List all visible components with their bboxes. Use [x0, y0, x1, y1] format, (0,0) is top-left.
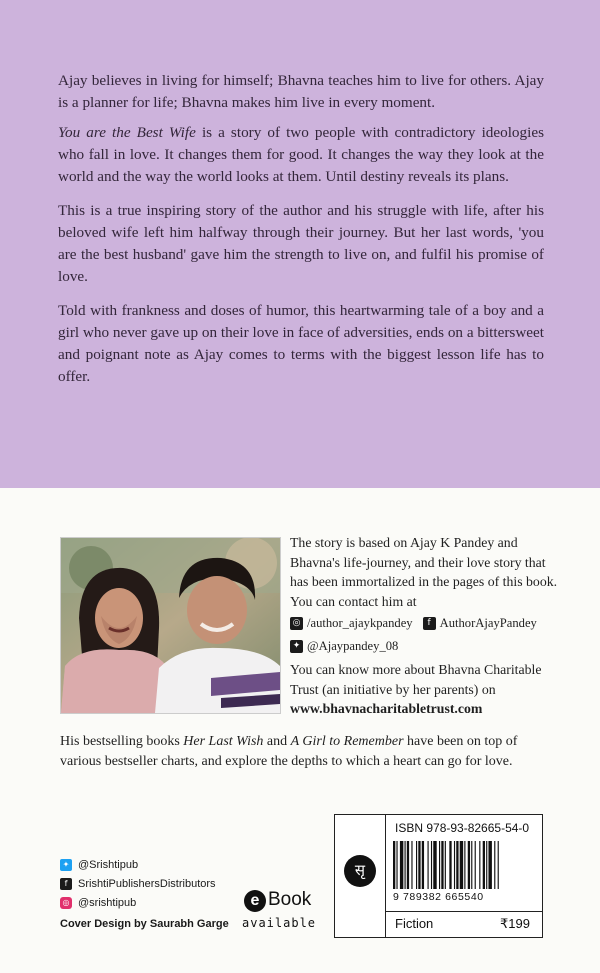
barcode-bar [488, 841, 491, 889]
barcode-bar [475, 841, 476, 889]
instagram-icon: ◎ [60, 897, 72, 909]
barcode-box [334, 814, 543, 938]
facebook-icon: f [423, 617, 436, 630]
bestseller-pre: His bestselling books [60, 734, 184, 749]
barcode-bar [445, 841, 446, 889]
barcode-bar [418, 841, 420, 889]
book-title-inline: You are the Best Wife [58, 124, 196, 141]
isbn-label: ISBN 978-93-82665-54-0 [395, 821, 530, 835]
barcode-bar [431, 841, 432, 889]
barcode-bar [439, 841, 440, 889]
author-info [290, 533, 560, 719]
barcode-image [393, 841, 537, 889]
trust-text: You can know more about Bhavna Charitable Trust (an initiative by her parents) on [290, 662, 542, 697]
author-bio: The story is based on Ajay K Pandey and Bhavna's life-journey, and their love story that has been immortalized in the pages of this book. You can contact him at [290, 535, 558, 609]
twitter-icon: ✦ [60, 859, 72, 871]
blurb-paragraph-3: This is a true inspiring story of the author and his struggle with life, after his beloved wife left him halfway through their journey. But her last words, 'you are the best husband' gave him the strength to live on, and fulfil his promise of love. [58, 202, 544, 285]
publisher-instagram-row [60, 893, 216, 912]
bestseller-note [60, 732, 550, 772]
barcode-bar [411, 841, 412, 889]
author-twitter-handle[interactable]: @Ajaypandey_08 [307, 638, 399, 653]
bestseller-post: have been on top of various bestseller charts, and explore the depths to which a heart can go for love. [60, 734, 518, 769]
barcode-bar [454, 841, 455, 889]
barcode-bar [396, 841, 397, 889]
genre-label: Fiction [395, 916, 434, 931]
barcode-bar [449, 841, 451, 889]
barcode-bar [486, 841, 487, 889]
book-title-a-girl-to-remember: A Girl to Remember [290, 734, 404, 749]
blurb-paragraph-4: Told with frankness and doses of humor, this heartwarming tale of a boy and a girl who never gave up on their love in face of adversities, ends on a bittersweet and poignant note as Ajay comes to terms with the biggest lesson life has to offer. [58, 302, 544, 385]
barcode-bar [460, 841, 463, 889]
ebook-available-text: available [242, 916, 317, 930]
barcode-bar [433, 841, 436, 889]
barcode-bar [471, 841, 472, 889]
bestseller-mid: and [263, 734, 291, 749]
publisher-twitter-row [60, 855, 216, 874]
instagram-icon: ◎ [290, 617, 303, 630]
barcode-bar [456, 841, 458, 889]
barcode-bar [468, 841, 470, 889]
book-title-her-last-wish: Her Last Wish [183, 734, 264, 749]
barcode-bar [422, 841, 424, 889]
author-photo [60, 537, 281, 714]
publisher-social-links [60, 855, 216, 912]
barcode-footer [385, 911, 542, 938]
blurb-paragraph-2 [58, 122, 544, 188]
facebook-icon: f [60, 878, 72, 890]
barcode-bar [441, 841, 443, 889]
barcode-number: 9 789382 665540 [393, 891, 484, 903]
publisher-instagram-handle[interactable]: @srishtipub [78, 896, 137, 909]
author-instagram-handle[interactable]: /author_ajaykpandey [307, 616, 413, 630]
barcode-bar [464, 841, 465, 889]
ebook-e-icon: e [244, 890, 266, 912]
barcode-bar [416, 841, 417, 889]
barcode-bar [405, 841, 406, 889]
barcode-bar [483, 841, 485, 889]
cover-design-credit: Cover Design by Saurabh Garge [60, 918, 229, 930]
trust-url-link[interactable]: www.bhavnacharitabletrust.com [290, 701, 483, 716]
blurb-paragraph-2-rest: is a story of two people with contradictory ideologies who fall in love. It changes them for good. It changes the way they look at the world and the way the world looks at them. Until destiny reveals its plans. [58, 124, 544, 185]
publisher-twitter-handle[interactable]: @Srishtipub [78, 858, 139, 871]
publisher-logo-icon: सृ [344, 855, 376, 887]
barcode-bar [494, 841, 495, 889]
publisher-logo-column [335, 815, 386, 937]
barcode-bar [393, 841, 395, 889]
ebook-word: Book [268, 889, 312, 910]
barcode-bar [498, 841, 499, 889]
author-facebook-handle[interactable]: AuthorAjayPandey [439, 616, 537, 630]
barcode-bar [400, 841, 403, 889]
blurb-text [58, 70, 544, 400]
author-social-row-1 [290, 614, 560, 634]
publisher-facebook-handle[interactable]: SrishtiPublishersDistributors [78, 877, 216, 890]
publisher-facebook-row [60, 874, 216, 893]
price-label: ₹199 [500, 916, 530, 931]
barcode-bar [428, 841, 429, 889]
twitter-icon: ✦ [290, 640, 303, 653]
ebook-available-badge [238, 888, 328, 936]
author-couple-photo-illustration [61, 538, 280, 713]
author-social-row-2 [290, 637, 560, 657]
trust-info [290, 660, 560, 719]
barcode-bar [479, 841, 480, 889]
blurb-paragraph-1: Ajay believes in living for himself; Bhavna teaches him to live for others. Ajay is a planner for life; Bhavna makes him live in every moment. [58, 72, 544, 111]
barcode-bar [407, 841, 409, 889]
